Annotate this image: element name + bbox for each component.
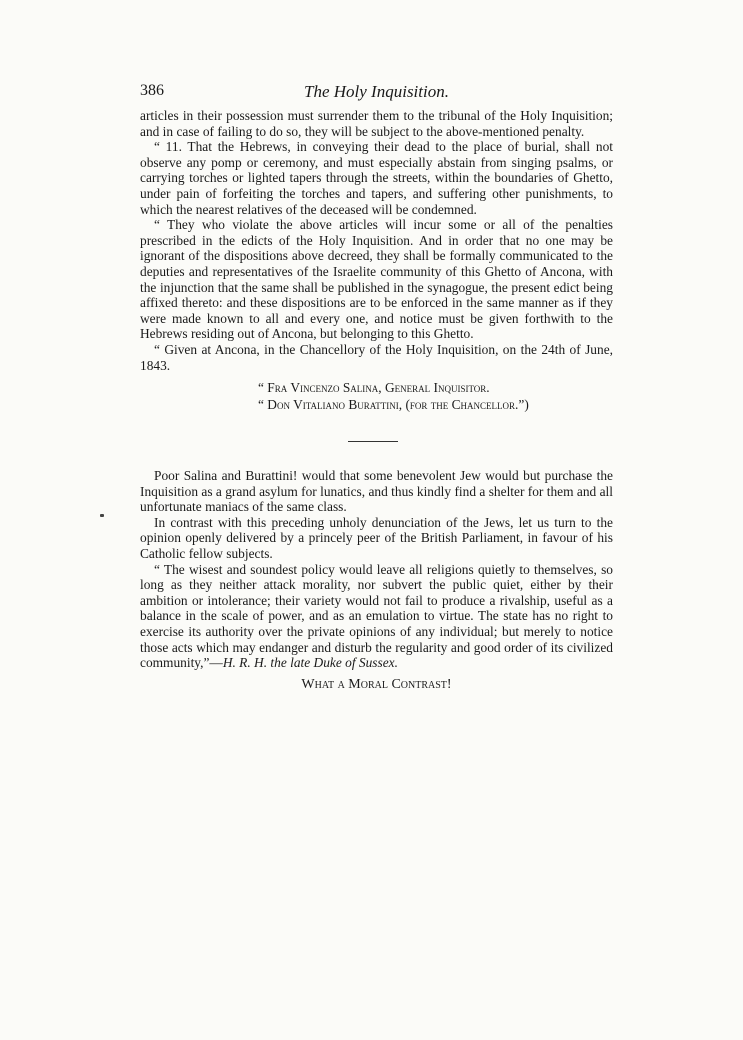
- closing-line: What a Moral Contrast!: [301, 676, 452, 692]
- paragraph: “ 11. That the Hebrews, in conveying their dead to the place of burial, shall not observe any pomp or ceremony, and must especially abstain from singing psalms, or carrying torches or lighted tapers through the streets, within the boundaries of Ghetto, under pain of forfeiting the torches and tapers, and suffering other punishments, to which the nearest relatives of the deceased will be condemned.: [140, 139, 613, 217]
- margin-mark: [100, 514, 104, 517]
- paragraph: articles in their possession must surrender them to the tribunal of the Holy Inquisition; and in case of failing to do so, they will be subject to the above-mentioned penalty.: [140, 108, 613, 139]
- signature-block: [258, 379, 613, 413]
- paragraph: “ Given at Ancona, in the Chancellory of the Holy Inquisition, on the 24th of June, 1843.: [140, 341, 613, 373]
- quote-text: “ The wisest and soundest policy would leave all religions quietly to themselves, so long as they neither attack morality, nor subvert the public quiet, either by their ambition or intolerance; their variety would not fail to produce a rivalship, useful as a balance in the scale of power, and as an emulation to virtue. The state has no right to exercise its authority over the private opinions of any individual; but merely to notice those acts which may endanger and disturb the regularity and good order of its civilized community,”—: [140, 561, 613, 671]
- paragraph: In contrast with this preceding unholy denunciation of the Jews, let us turn to the opinion openly delivered by a princely peer of the British Parliament, in favour of his Catholic fellow subjects.: [140, 514, 613, 562]
- signature-line: “ Fra Vincenzo Salina, General Inquisitor.: [258, 380, 490, 396]
- page-header: [140, 82, 613, 108]
- page: [140, 82, 613, 693]
- quote-paragraph: [140, 562, 613, 671]
- paragraph: Poor Salina and Burattini! would that some benevolent Jew would but purchase the Inquisition as a grand asylum for lunatics, and thus kindly find a shelter for them and all unfortunate maniacs of the same class.: [140, 468, 613, 515]
- attribution: H. R. H. the late Duke of Sussex.: [222, 655, 398, 671]
- page-number: 386: [140, 82, 164, 99]
- section-divider: [348, 441, 398, 442]
- edict-text: [140, 108, 613, 373]
- running-title: The Holy Inquisition.: [304, 82, 449, 101]
- paragraph: “ They who violate the above articles will incur some or all of the penalties prescribed in the edicts of the Holy Inquisition. And in order that no one may be ignorant of the dispositions above decreed, they shall be formally communicated to the deputies and representatives of the Israelite community of this Ghetto of Ancona, with the injunction that the same shall be published in the synagogue, the present edict being affixed thereto: and these dispositions are to be enforced in the same manner as if they were made known to all and every one, and notice must be given forthwith to the Hebrews residing out of Ancona, but belonging to this Ghetto.: [140, 217, 613, 342]
- signature-line: “ Don Vitaliano Burattini, (for the Chancellor.”): [258, 397, 529, 413]
- commentary-text: [140, 468, 613, 671]
